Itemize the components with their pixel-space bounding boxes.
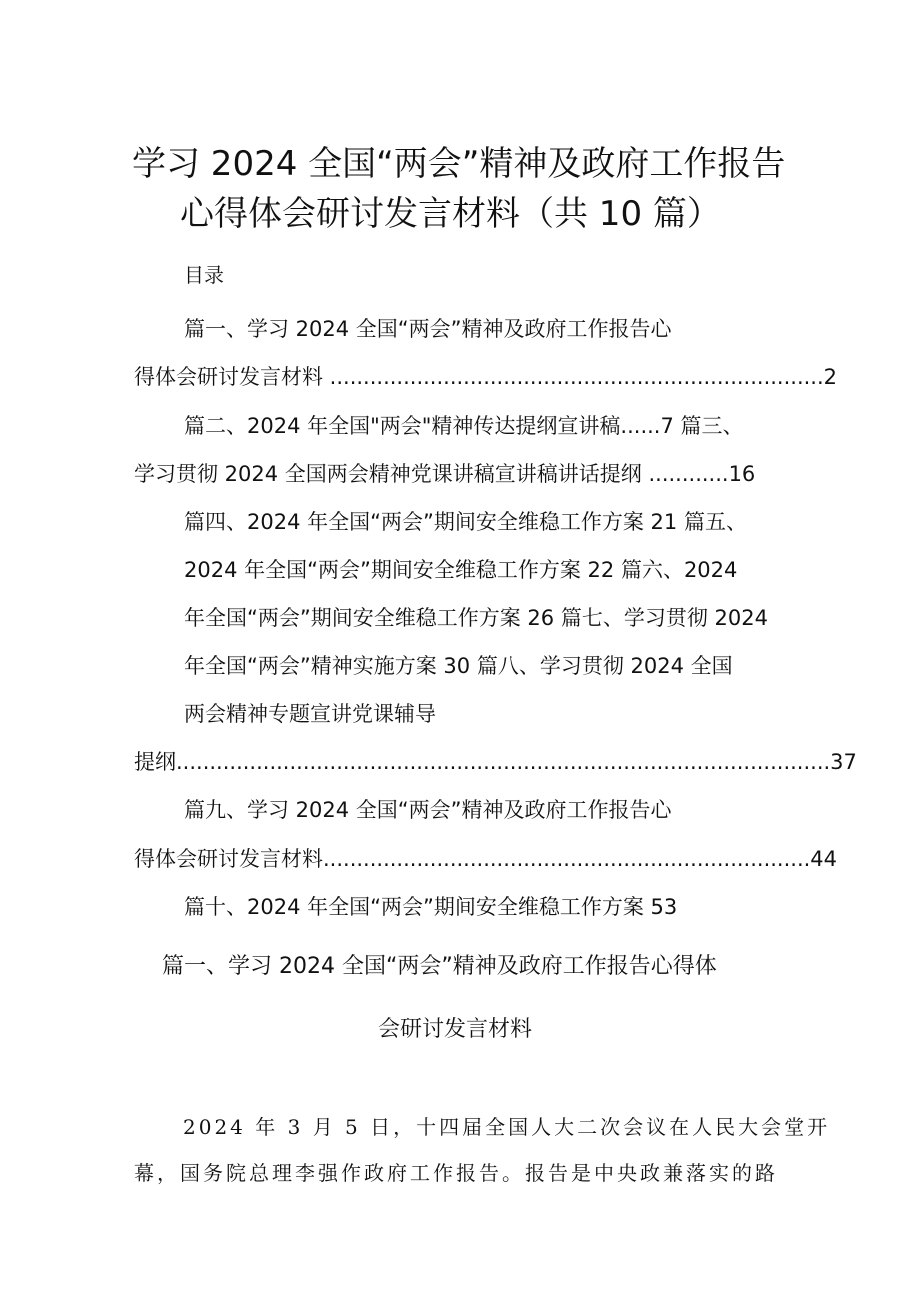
toc-line: 篇九、学习 2024 全国“两会”精神及政府工作报告心 <box>184 798 672 822</box>
body-paragraph-line: 2024 年 3 月 5 日，十四届全国人大二次会议在人民大会堂开 <box>183 1115 831 1139</box>
doc-title-line-1: 学习 2024 全国“两会”精神及政府工作报告 <box>132 144 786 184</box>
toc-line: 篇一、学习 2024 全国“两会”精神及政府工作报告心 <box>184 317 672 341</box>
toc-line: 年全国“两会”精神实施方案 30 篇八、学习贯彻 2024 全国 <box>184 654 733 678</box>
section-title-line-1: 篇一、学习 2024 全国“两会”精神及政府工作报告心得体 <box>162 954 717 979</box>
toc-line: 2024 年全国“两会”期间安全维稳工作方案 22 篇六、2024 <box>184 558 738 582</box>
toc-line: 得体会研讨发言材料 ..........................................................................2 <box>134 365 838 389</box>
body-paragraph-line: 幕，国务院总理李强作政府工作报告。报告是中央政兼落实的路 <box>134 1161 778 1185</box>
toc-line: 篇二、2024 年全国"两会"精神传达提纲宣讲稿......7 篇三、 <box>184 414 744 438</box>
toc-line: 篇四、2024 年全国“两会”期间安全维稳工作方案 21 篇五、 <box>184 510 747 534</box>
doc-title-line-2: 心得体会研讨发言材料（共 10 篇） <box>180 194 721 234</box>
toc-line: 学习贯彻 2024 全国两会精神党课讲稿宣讲稿讲话提纲 ............16 <box>134 462 756 486</box>
toc-line: 篇十、2024 年全国“两会”期间安全维稳工作方案 53 <box>184 895 678 919</box>
toc-line: 年全国“两会”期间安全维稳工作方案 26 篇七、学习贯彻 2024 <box>184 606 768 630</box>
toc-line: 得体会研讨发言材料.........................................................................44 <box>134 847 838 871</box>
toc-line: 两会精神专题宣讲党课辅导 <box>184 702 436 726</box>
toc-line: 提纲..................................................................................................37 <box>134 750 857 774</box>
section-title-line-2: 会研讨发言材料 <box>378 1017 533 1042</box>
toc-label: 目录 <box>184 263 224 287</box>
